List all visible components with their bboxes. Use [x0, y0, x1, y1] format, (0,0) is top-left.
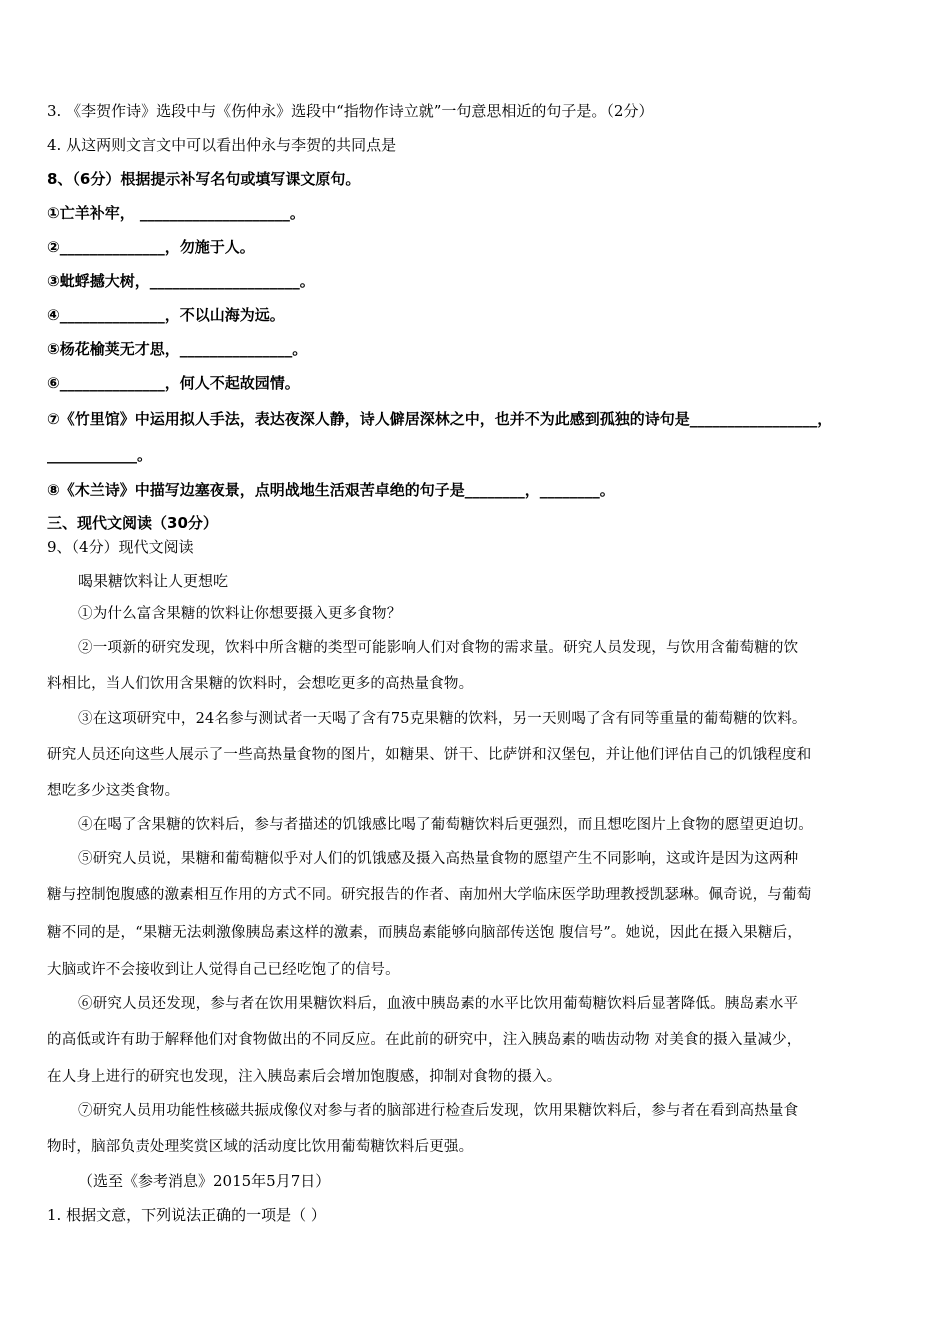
fill-item-1: ①亡羊补牢， ____________________。 — [47, 204, 305, 222]
article-line: 大脑或许不会接收到让人觉得自己已经吃饱了的信号。 — [47, 962, 400, 978]
article-line: 研究人员还向这些人展示了一些高热量食物的图片，如糖果、饼干、比萨饼和汉堡包，并让他们评估自己的饥饿程度和 — [47, 747, 812, 763]
article-title: 喝果糖饮料让人更想吃 — [78, 572, 229, 590]
question-8-header: 8、（6分）根据提示补写名句或填写课文原句。 — [47, 170, 361, 188]
fill-item-8: ⑧《木兰诗》中描写边塞夜景，点明战地生活艰苦卓绝的句子是________，________。 — [47, 481, 615, 499]
article-line: ⑤研究人员说，果糖和葡萄糖似乎对人们的饥饿感及摄入高热量食物的愿望产生不同影响，这或许是因为这两种 — [78, 851, 799, 867]
section-3-title: 三、现代文阅读（30分） — [47, 514, 218, 532]
question-9-header: 9、（4分）现代文阅读 — [47, 538, 194, 556]
article-line: 糖与控制饱腹感的激素相互作用的方式不同。研究报告的作者、南加州大学临床医学助理教授凯瑟琳。佩奇说，与葡萄 — [47, 887, 812, 903]
article-line: 想吃多少这类食物。 — [47, 783, 180, 799]
article-line: 料相比，当人们饮用含果糖的饮料时，会想吃更多的高热量食物。 — [47, 676, 474, 692]
fill-item-4: ④______________，不以山海为远。 — [47, 306, 285, 324]
article-line: ②一项新的研究发现，饮料中所含糖的类型可能影响人们对食物的需求量。研究人员发现，与饮用含葡萄糖的饮 — [78, 640, 799, 656]
fill-item-6: ⑥______________，何人不起故园情。 — [47, 374, 300, 392]
question-3: 3. 《李贺作诗》选段中与《伤仲永》选段中“指物作诗立就”一句意思相近的句子是。（2分） — [47, 102, 654, 120]
fill-item-7-cont: ____________。 — [47, 446, 153, 464]
fill-item-5: ⑤杨花榆荚无才思，_______________。 — [47, 340, 308, 358]
fill-item-7: ⑦《竹里馆》中运用拟人手法，表达夜深人静，诗人僻居深林之中，也并不为此感到孤独的诗句是_________________， — [47, 410, 833, 428]
article-line: 在人身上进行的研究也发现，注入胰岛素后会增加饱腹感，抑制对食物的摄入。 — [47, 1069, 562, 1085]
article-line: ①为什么富含果糖的饮料让你想要摄入更多食物？ — [78, 606, 402, 622]
article-line: ⑦研究人员用功能性核磁共振成像仪对参与者的脑部进行检查后发现，饮用果糖饮料后，参与者在看到高热量食 — [78, 1103, 799, 1119]
article-line: ③在这项研究中，24名参与测试者一天喝了含有75克果糖的饮料，另一天则喝了含有同等重量的葡萄糖的饮料。 — [78, 711, 807, 727]
article-line: ⑥研究人员还发现，参与者在饮用果糖饮料后，血液中胰岛素的水平比饮用葡萄糖饮料后显著降低。胰岛素水平 — [78, 996, 799, 1012]
article-line: 物时，脑部负责处理奖赏区域的活动度比饮用葡萄糖饮料后更强。 — [47, 1139, 474, 1155]
fill-item-2: ②______________，勿施于人。 — [47, 238, 255, 256]
sub-question-1: 1. 根据文意，下列说法正确的一项是（ ） — [47, 1206, 326, 1224]
fill-item-3: ③蚍蜉撼大树，____________________。 — [47, 272, 315, 290]
question-4: 4. 从这两则文言文中可以看出仲永与李贺的共同点是 — [47, 136, 397, 154]
article-line: ④在喝了含果糖的饮料后，参与者描述的饥饿感比喝了葡萄糖饮料后更强烈，而且想吃图片上食物的愿望更迫切。 — [78, 817, 813, 833]
article-line: 糖不同的是，“果糖无法刺激像胰岛素这样的激素，而胰岛素能够向脑部传送饱 腹信号”。她说，因此在摄入果糖后， — [47, 925, 803, 941]
article-line: 的高低或许有助于解释他们对食物做出的不同反应。在此前的研究中，注入胰岛素的啮齿动物 对美食的摄入量减少， — [47, 1032, 802, 1048]
article-source: （选至《参考消息》2015年5月7日） — [78, 1172, 331, 1190]
